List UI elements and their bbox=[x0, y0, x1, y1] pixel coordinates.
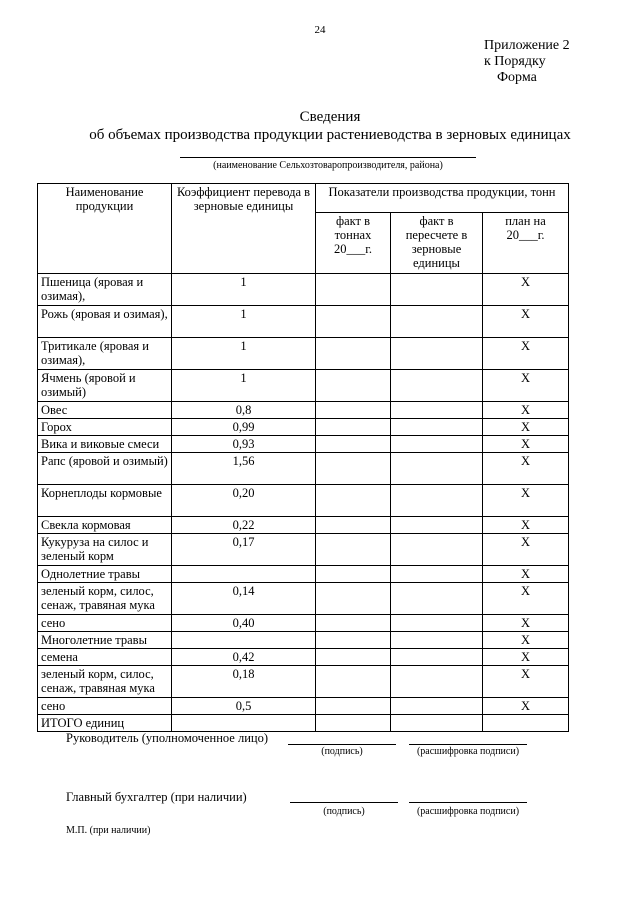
plan-cell: X bbox=[483, 419, 569, 436]
production-table bbox=[37, 183, 569, 732]
fact-grain-cell[interactable] bbox=[391, 402, 483, 419]
fact-tons-cell[interactable] bbox=[316, 698, 391, 715]
plan-cell: X bbox=[483, 436, 569, 453]
header-coefficient: Коэффициент перевода в зерновые единицы bbox=[172, 184, 316, 274]
title-line1: Сведения bbox=[299, 109, 361, 125]
coefficient: 0,42 bbox=[172, 649, 316, 666]
product-name: Рапс (яровой и озимый) bbox=[38, 453, 172, 485]
table-row bbox=[38, 436, 569, 453]
fact-tons-cell[interactable] bbox=[316, 274, 391, 306]
product-name: Горох bbox=[38, 419, 172, 436]
fact-grain-cell[interactable] bbox=[391, 370, 483, 402]
fact-tons-cell[interactable] bbox=[316, 485, 391, 517]
stamp-place: М.П. (при наличии) bbox=[66, 825, 151, 836]
total-label: ИТОГО единиц bbox=[38, 715, 172, 732]
table-row bbox=[38, 306, 569, 338]
plan-cell: X bbox=[483, 566, 569, 583]
plan-cell: X bbox=[483, 649, 569, 666]
coefficient: 0,20 bbox=[172, 485, 316, 517]
fact-grain-cell[interactable] bbox=[391, 632, 483, 649]
fact-tons-cell[interactable] bbox=[316, 649, 391, 666]
product-name: Пшеница (яровая и озимая), bbox=[38, 274, 172, 306]
table-row bbox=[38, 453, 569, 485]
accountant-sign-caption: (подпись) bbox=[323, 806, 365, 817]
fact-tons-cell[interactable] bbox=[316, 615, 391, 632]
fact-grain-cell[interactable] bbox=[391, 436, 483, 453]
appendix-line2: к Порядку bbox=[484, 54, 546, 69]
accountant-signature-label: Главный бухгалтер (при наличии) bbox=[66, 790, 247, 804]
header-product-name: Наименование продукции bbox=[38, 184, 172, 274]
fact-grain-cell[interactable] bbox=[391, 453, 483, 485]
product-name: Ячмень (яровой и озимый) bbox=[38, 370, 172, 402]
appendix-line1: Приложение 2 bbox=[484, 38, 570, 53]
product-name: Многолетние травы bbox=[38, 632, 172, 649]
plan-cell: X bbox=[483, 615, 569, 632]
coefficient bbox=[172, 715, 316, 732]
fact-tons-cell[interactable] bbox=[316, 517, 391, 534]
fact-tons-cell[interactable] bbox=[316, 402, 391, 419]
title-line2: об объемах производства продукции растениеводства в зерновых единицах bbox=[89, 127, 571, 143]
fact-tons-cell[interactable] bbox=[316, 534, 391, 566]
coefficient: 1 bbox=[172, 274, 316, 306]
table-row bbox=[38, 419, 569, 436]
plan-cell bbox=[483, 715, 569, 732]
coefficient: 0,8 bbox=[172, 402, 316, 419]
product-name: Овес bbox=[38, 402, 172, 419]
table-row-total bbox=[38, 715, 569, 732]
table-row bbox=[38, 370, 569, 402]
fact-grain-cell[interactable] bbox=[391, 666, 483, 698]
plan-cell: X bbox=[483, 517, 569, 534]
fact-tons-cell[interactable] bbox=[316, 566, 391, 583]
product-name: Тритикале (яровая и озимая), bbox=[38, 338, 172, 370]
coefficient: 0,18 bbox=[172, 666, 316, 698]
appendix-header bbox=[484, 38, 570, 86]
fact-tons-cell[interactable] bbox=[316, 338, 391, 370]
product-name: зеленый корм, силос, сенаж, травяная мука bbox=[38, 583, 172, 615]
plan-cell: X bbox=[483, 274, 569, 306]
fact-tons-cell[interactable] bbox=[316, 306, 391, 338]
plan-cell: X bbox=[483, 453, 569, 485]
product-name: Корнеплоды кормовые bbox=[38, 485, 172, 517]
fact-grain-cell[interactable] bbox=[391, 583, 483, 615]
coefficient: 1 bbox=[172, 306, 316, 338]
plan-cell: X bbox=[483, 485, 569, 517]
head-decode-line[interactable] bbox=[409, 744, 527, 745]
coefficient bbox=[172, 566, 316, 583]
fact-tons-cell[interactable] bbox=[316, 370, 391, 402]
header-production-indicators: Показатели производства продукции, тонн bbox=[316, 184, 569, 213]
product-name: Рожь (яровая и озимая), bbox=[38, 306, 172, 338]
plan-cell: X bbox=[483, 306, 569, 338]
table-row bbox=[38, 338, 569, 370]
fact-tons-cell[interactable] bbox=[316, 715, 391, 732]
accountant-signature-line[interactable] bbox=[290, 802, 398, 803]
fact-tons-cell[interactable] bbox=[316, 583, 391, 615]
head-sign-caption: (подпись) bbox=[321, 746, 363, 757]
org-name-caption: (наименование Сельхозтоваропроизводителя, района) bbox=[213, 160, 443, 171]
table-row bbox=[38, 402, 569, 419]
appendix-line3: Форма bbox=[497, 70, 537, 85]
fact-grain-cell[interactable] bbox=[391, 534, 483, 566]
table-row bbox=[38, 666, 569, 698]
fact-tons-cell[interactable] bbox=[316, 632, 391, 649]
table-row bbox=[38, 534, 569, 566]
header-fact-grain-units: факт в пересчете в зерновые единицы bbox=[391, 213, 483, 274]
org-name-line bbox=[180, 157, 476, 158]
fact-grain-cell[interactable] bbox=[391, 338, 483, 370]
table-row bbox=[38, 649, 569, 666]
fact-grain-cell[interactable] bbox=[391, 615, 483, 632]
coefficient: 0,5 bbox=[172, 698, 316, 715]
plan-cell: X bbox=[483, 402, 569, 419]
plan-cell: X bbox=[483, 666, 569, 698]
fact-grain-cell[interactable] bbox=[391, 306, 483, 338]
table-row bbox=[38, 517, 569, 534]
fact-grain-cell[interactable] bbox=[391, 698, 483, 715]
product-name: сено bbox=[38, 698, 172, 715]
fact-grain-cell[interactable] bbox=[391, 715, 483, 732]
coefficient: 0,22 bbox=[172, 517, 316, 534]
plan-cell: X bbox=[483, 370, 569, 402]
plan-cell: X bbox=[483, 583, 569, 615]
coefficient: 0,17 bbox=[172, 534, 316, 566]
coefficient bbox=[172, 632, 316, 649]
fact-grain-cell[interactable] bbox=[391, 419, 483, 436]
head-decode-caption: (расшифровка подписи) bbox=[416, 746, 520, 757]
fact-grain-cell[interactable] bbox=[391, 649, 483, 666]
coefficient: 0,40 bbox=[172, 615, 316, 632]
fact-grain-cell[interactable] bbox=[391, 274, 483, 306]
table-row bbox=[38, 615, 569, 632]
product-name: Свекла кормовая bbox=[38, 517, 172, 534]
fact-grain-cell[interactable] bbox=[391, 485, 483, 517]
document-title bbox=[0, 108, 640, 144]
fact-tons-cell[interactable] bbox=[316, 436, 391, 453]
header-fact-tons: факт в тоннах 20___г. bbox=[316, 213, 391, 274]
plan-cell: X bbox=[483, 698, 569, 715]
fact-tons-cell[interactable] bbox=[316, 666, 391, 698]
product-name: сено bbox=[38, 615, 172, 632]
product-name: зеленый корм, силос, сенаж, травяная мука bbox=[38, 666, 172, 698]
table-row bbox=[38, 698, 569, 715]
product-name: семена bbox=[38, 649, 172, 666]
product-name: Однолетние травы bbox=[38, 566, 172, 583]
coefficient: 0,99 bbox=[172, 419, 316, 436]
coefficient: 1,56 bbox=[172, 453, 316, 485]
head-signature-line[interactable] bbox=[288, 744, 396, 745]
page-number: 24 bbox=[314, 24, 326, 36]
plan-cell: X bbox=[483, 338, 569, 370]
table-row bbox=[38, 274, 569, 306]
plan-cell: X bbox=[483, 632, 569, 649]
table-row bbox=[38, 632, 569, 649]
fact-tons-cell[interactable] bbox=[316, 453, 391, 485]
accountant-decode-line[interactable] bbox=[409, 802, 527, 803]
product-name: Вика и виковые смеси bbox=[38, 436, 172, 453]
head-signature-label: Руководитель (уполномоченное лицо) bbox=[66, 731, 269, 745]
fact-tons-cell[interactable] bbox=[316, 419, 391, 436]
coefficient: 0,14 bbox=[172, 583, 316, 615]
coefficient: 0,93 bbox=[172, 436, 316, 453]
accountant-decode-caption: (расшифровка подписи) bbox=[416, 806, 520, 817]
fact-grain-cell[interactable] bbox=[391, 517, 483, 534]
coefficient: 1 bbox=[172, 370, 316, 402]
fact-grain-cell[interactable] bbox=[391, 566, 483, 583]
coefficient: 1 bbox=[172, 338, 316, 370]
table-row bbox=[38, 485, 569, 517]
product-name: Кукуруза на силос и зеленый корм bbox=[38, 534, 172, 566]
header-plan: план на 20___г. bbox=[483, 213, 569, 274]
table-row bbox=[38, 583, 569, 615]
plan-cell: X bbox=[483, 534, 569, 566]
table-row bbox=[38, 566, 569, 583]
